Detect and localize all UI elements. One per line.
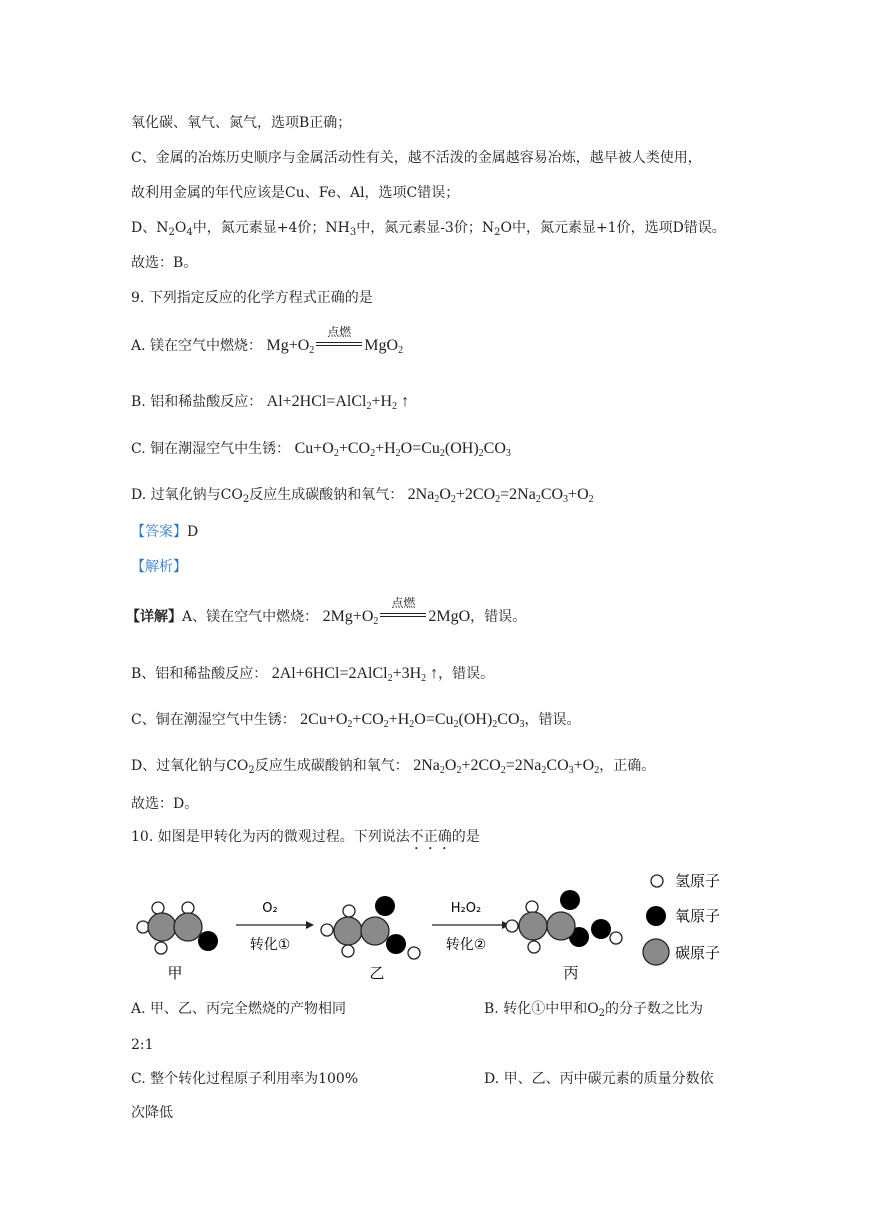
arrow-2 [432, 921, 510, 929]
q10-option-a: A. 甲、乙、丙完全燃烧的产物相同 [131, 1001, 347, 1017]
subscript: 2 [248, 765, 255, 776]
text-line [131, 218, 726, 238]
reaction-condition: 点燃 [378, 607, 428, 627]
detail-label: A、镁在空气中燃烧： [182, 609, 319, 625]
subscript: 4 [186, 227, 193, 238]
detail-label: B、铝和稀盐酸反应： [131, 666, 268, 682]
question-9-stem: 9. 下列指定反应的化学方程式正确的是 [131, 290, 373, 306]
molecule-yi [321, 896, 420, 959]
subscript: 2 [494, 227, 501, 238]
subscript: 2 [598, 1008, 606, 1019]
arrow-2-step: 转化② [445, 937, 487, 953]
option-label: A. 镁在空气中燃烧： [131, 338, 263, 354]
equation: $Mg+O_2$ 点燃 MgO$_2$ [266, 325, 404, 356]
detail-a [126, 596, 527, 627]
text-line: 故利用金属的年代应该是Cu、Fe、Al，选项C错误； [131, 185, 460, 201]
label-jia: 甲 [167, 964, 183, 982]
detail-d [131, 756, 655, 776]
verdict: ，正确。 [599, 758, 656, 774]
text-fragment: 中，氮元素显-3价；N [356, 220, 495, 236]
option-label: 反应生成碳酸钠和氧气： [249, 487, 404, 503]
q10-option-d-continued: 次降低 [131, 1105, 173, 1121]
equation: $Cu+O_2+CO_2+H_2O=Cu_2(OH)_2CO_3$ [294, 440, 511, 459]
option-c [131, 439, 511, 459]
subscript: 2 [242, 494, 250, 505]
subscript: 2 [168, 227, 175, 238]
oxygen-legend-marker [646, 906, 666, 926]
text-line: C、金属的冶炼历史顺序与金属活动性有关，越不活泼的金属越容易冶炼，越早被人类使用， [131, 150, 702, 166]
conclusion: 故选：D。 [131, 796, 199, 812]
molecule-jia [137, 902, 218, 954]
answer-value: D [187, 524, 199, 540]
option-a [131, 325, 404, 356]
arrow-2-reagent: H₂O₂ [450, 901, 482, 916]
equation: $Al+2HCl=AlCl_2+H_2$ ↑ [266, 393, 410, 412]
analysis-tag: 【解析】 [131, 559, 187, 575]
detail-label: D、过氧化钠与CO [131, 758, 249, 774]
question-10-stem: 10. 如图是甲转化为丙的微观过程。下列说法不正确的是 [131, 829, 480, 845]
legend-hydrogen: 氢原子 [675, 872, 721, 890]
q10-option-d: D. 甲、乙、丙中碳元素的质量分数依 [484, 1071, 714, 1087]
text-fragment: O [174, 220, 187, 236]
arrow-1-step: 转化① [249, 937, 291, 953]
option-label: C. 铜在潮湿空气中生锈： [131, 441, 291, 457]
equation: $2Al+6HCl=2AlCl_2+3H_2$ ↑ [271, 665, 439, 684]
emphasis-text: 不正确 [409, 829, 452, 845]
equation: $2Na_2O_2+2CO_2=2Na_2CO_3+O_2$ [407, 486, 594, 505]
arrow-1-reagent: O₂ [262, 901, 278, 916]
carbon-legend-marker [643, 939, 669, 965]
detail-c [131, 710, 581, 730]
arrow-1 [236, 921, 314, 929]
text-line: 故选：B。 [131, 255, 198, 271]
q10-option-b: B. 转化①中甲和$O_2$的分子数之比为 [484, 1001, 704, 1019]
text-fragment: O中，氮元素显+1价，选项D错误。 [500, 220, 726, 236]
detail-b [131, 664, 494, 684]
label-yi: 乙 [369, 964, 385, 982]
detail-label: 反应生成碳酸钠和氧气： [254, 758, 409, 774]
option-b [131, 392, 409, 412]
equation: $2Cu+O_2+CO_2+H_2O=Cu_2(OH)_2CO_3$ [300, 711, 525, 730]
label-bing: 丙 [563, 964, 579, 982]
q10-option-b-continued: 2:1 [131, 1037, 154, 1053]
legend-oxygen: 氧原子 [675, 907, 721, 925]
equation: $2Mg+O_2$ 点燃 2MgO [322, 596, 471, 627]
molecule-bing [506, 890, 622, 953]
legend-carbon: 碳原子 [675, 944, 721, 962]
text-line: 氧化碳、氧气、氮气，选项B正确； [131, 115, 352, 131]
answer [131, 522, 198, 542]
option-label: B. 铝和稀盐酸反应： [131, 394, 263, 410]
option-d [131, 485, 594, 505]
text-fragment: 中，氮元素显+4价；NH [192, 220, 350, 236]
reaction-condition: 点燃 [314, 336, 364, 356]
legend [643, 872, 720, 965]
verdict: ，错误。 [438, 666, 495, 682]
option-label: D. 过氧化钠与CO [131, 487, 243, 503]
q10-option-c: C. 整个转化过程原子利用率为100% [131, 1071, 359, 1087]
detail-tag: 【详解】 [126, 609, 182, 625]
answer-tag: 【答案】 [131, 524, 187, 540]
verdict: ，错误。 [524, 712, 581, 728]
equation: $2Na_2O_2+2CO_2=2Na_2CO_3+O_2$ [413, 757, 600, 776]
molecular-diagram [130, 860, 740, 985]
subscript: 3 [349, 227, 357, 238]
detail-label: C、铜在潮湿空气中生锈： [131, 712, 296, 728]
verdict: ，错误。 [470, 609, 527, 625]
text-fragment: D、N [131, 220, 169, 236]
hydrogen-legend-marker [651, 875, 663, 887]
